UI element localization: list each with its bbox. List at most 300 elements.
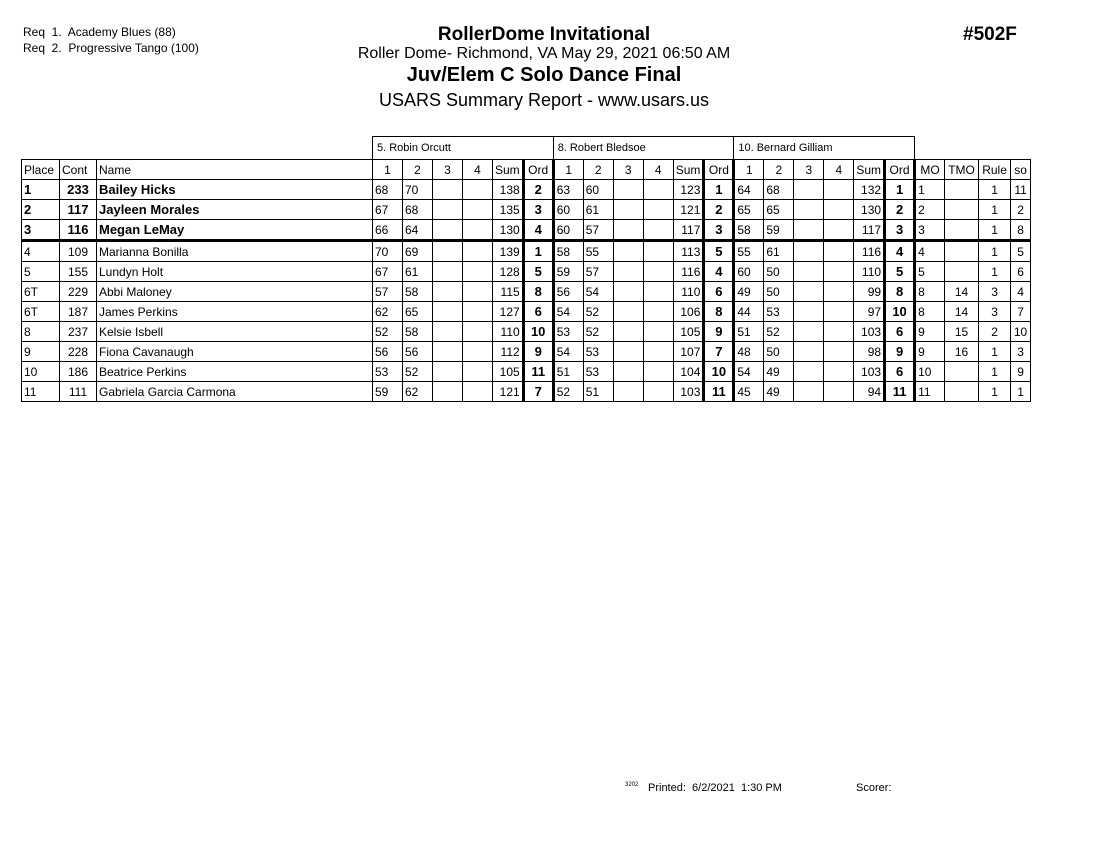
score-cell [463,362,493,382]
ord-header: Ord [523,160,553,180]
score-cell [794,262,824,282]
name-cell: Jayleen Morales [97,200,373,220]
score-cell [433,241,463,262]
name-cell: Lundyn Holt [97,262,373,282]
score-cell [433,200,463,220]
score-cell [613,200,643,220]
ord-header: Ord [885,160,915,180]
score-cell: 52 [553,382,583,402]
score-cell: 70 [403,180,433,200]
score-cell [824,282,854,302]
ord-cell: 1 [885,180,915,200]
score-cell [433,322,463,342]
score-cell [463,322,493,342]
score-cell: 44 [734,302,764,322]
place-cell: 2 [22,200,60,220]
ord-cell: 8 [523,282,553,302]
score-cell: 61 [403,262,433,282]
score-cell [794,342,824,362]
sum-cell: 104 [673,362,704,382]
score-cell: 59 [553,262,583,282]
score-cell [613,342,643,362]
score-cell [463,200,493,220]
score-cell: 53 [583,342,613,362]
rule-cell: 1 [979,220,1011,241]
score-cell [794,241,824,262]
score-cell [794,362,824,382]
score-cell [643,262,673,282]
score-cell: 51 [553,362,583,382]
so-cell: 4 [1011,282,1031,302]
so-cell: 5 [1011,241,1031,262]
score-cell: 57 [373,282,403,302]
rule-cell: 1 [979,342,1011,362]
so-cell: 10 [1011,322,1031,342]
sum-header: Sum [673,160,704,180]
score-cell: 54 [583,282,613,302]
rule-cell: 1 [979,241,1011,262]
score-cell: 67 [373,200,403,220]
place-cell: 3 [22,220,60,241]
cont-cell: 229 [60,282,97,302]
name-cell: Marianna Bonilla [97,241,373,262]
score-cell [463,282,493,302]
result-row [22,262,1031,282]
score-cell [433,342,463,362]
score-cell: 51 [583,382,613,402]
rule-cell: 1 [979,382,1011,402]
score-cell [824,220,854,241]
mo-cell: 5 [915,262,945,282]
mo-cell: 2 [915,200,945,220]
score-cell: 48 [734,342,764,362]
score-cell [824,362,854,382]
sum-cell: 110 [493,322,524,342]
score-cell: 66 [373,220,403,241]
score-cell [824,322,854,342]
score-cell [794,220,824,241]
so-cell: 11 [1011,180,1031,200]
score-cell [824,180,854,200]
result-row [22,382,1031,402]
place-cell: 6T [22,302,60,322]
score-cell [824,382,854,402]
score-cell: 54 [734,362,764,382]
score-cell: 50 [764,342,794,362]
ord-cell: 5 [523,262,553,282]
judge-name: 10. Bernard Gilliam [734,137,915,160]
score-cell: 61 [583,200,613,220]
figure-header: 3 [794,160,824,180]
report-code: 3202 [625,782,639,788]
sum-cell: 110 [854,262,885,282]
place-cell: 6T [22,282,60,302]
requirement-2: Req 2. Progressive Tango (100) [23,41,199,55]
cont-cell: 117 [60,200,97,220]
score-cell [824,342,854,362]
sum-cell: 103 [854,362,885,382]
sum-cell: 128 [493,262,524,282]
name-cell: Abbi Maloney [97,282,373,302]
sum-cell: 103 [673,382,704,402]
score-cell [794,322,824,342]
score-cell: 58 [553,241,583,262]
figure-header: 1 [373,160,403,180]
score-cell: 52 [583,302,613,322]
so-cell: 3 [1011,342,1031,362]
score-cell [463,302,493,322]
score-cell: 65 [403,302,433,322]
score-cell [433,262,463,282]
name-header: Name [97,160,373,180]
tmo-cell: 14 [945,302,979,322]
sum-cell: 123 [673,180,704,200]
tmo-cell [945,362,979,382]
score-cell: 53 [553,322,583,342]
result-row [22,362,1031,382]
mo-cell: 4 [915,241,945,262]
score-cell [463,382,493,402]
place-cell: 11 [22,382,60,402]
score-cell: 58 [403,322,433,342]
score-cell [643,302,673,322]
sum-cell: 105 [673,322,704,342]
place-cell: 4 [22,241,60,262]
score-cell [794,382,824,402]
mo-cell: 3 [915,220,945,241]
ord-cell: 7 [704,342,734,362]
score-cell: 50 [764,262,794,282]
score-cell [824,262,854,282]
sum-cell: 105 [493,362,524,382]
sum-cell: 117 [673,220,704,241]
tmo-header: TMO [945,160,979,180]
score-cell: 60 [583,180,613,200]
tmo-cell [945,180,979,200]
ord-cell: 9 [885,342,915,362]
ord-cell: 4 [885,241,915,262]
score-cell: 59 [764,220,794,241]
score-cell [613,180,643,200]
sum-cell: 98 [854,342,885,362]
score-cell: 49 [734,282,764,302]
name-cell: Beatrice Perkins [97,362,373,382]
score-cell [643,200,673,220]
score-cell: 61 [764,241,794,262]
figure-header: 2 [403,160,433,180]
tmo-cell [945,382,979,402]
sum-header: Sum [854,160,885,180]
figure-header: 1 [734,160,764,180]
score-cell: 52 [373,322,403,342]
score-cell [824,241,854,262]
score-cell: 45 [734,382,764,402]
score-cell [613,382,643,402]
score-cell [613,322,643,342]
event-title: Juv/Elem C Solo Dance Final [406,64,682,86]
sum-cell: 97 [854,302,885,322]
name-cell: Megan LeMay [97,220,373,241]
score-cell: 52 [764,322,794,342]
scorer-label: Scorer: [856,782,892,794]
ord-cell: 10 [885,302,915,322]
sum-cell: 116 [673,262,704,282]
tmo-cell: 15 [945,322,979,342]
cont-cell: 237 [60,322,97,342]
score-cell: 49 [764,362,794,382]
tmo-cell: 14 [945,282,979,302]
so-cell: 1 [1011,382,1031,402]
score-cell: 65 [734,200,764,220]
rule-cell: 1 [979,200,1011,220]
score-cell [433,382,463,402]
name-cell: Kelsie Isbell [97,322,373,342]
judge-header-row [22,137,1031,160]
ord-cell: 5 [885,262,915,282]
score-cell [463,220,493,241]
ord-cell: 8 [704,302,734,322]
score-cell [613,262,643,282]
sum-cell: 103 [854,322,885,342]
results-body [22,137,1031,402]
score-cell [643,362,673,382]
ord-cell: 11 [885,382,915,402]
score-cell [643,220,673,241]
tmo-cell: 16 [945,342,979,362]
score-cell: 52 [403,362,433,382]
sum-cell: 99 [854,282,885,302]
score-cell [433,302,463,322]
score-cell [643,180,673,200]
score-cell: 62 [403,382,433,402]
sum-cell: 138 [493,180,524,200]
rule-cell: 3 [979,282,1011,302]
mo-cell: 8 [915,282,945,302]
score-cell: 56 [553,282,583,302]
ord-cell: 11 [704,382,734,402]
figure-header: 2 [583,160,613,180]
event-number: #502F [963,24,1017,45]
cont-cell: 228 [60,342,97,362]
score-cell [824,302,854,322]
score-cell: 53 [764,302,794,322]
score-cell [433,282,463,302]
score-cell: 59 [373,382,403,402]
ord-cell: 8 [885,282,915,302]
name-cell: Gabriela Garcia Carmona [97,382,373,402]
score-cell [643,342,673,362]
figure-header: 3 [433,160,463,180]
cont-cell: 155 [60,262,97,282]
ord-cell: 7 [523,382,553,402]
score-cell [463,262,493,282]
tmo-cell [945,241,979,262]
place-header: Place [22,160,60,180]
tmo-cell [945,262,979,282]
figure-header: 3 [613,160,643,180]
cont-cell: 187 [60,302,97,322]
judge-name: 8. Robert Bledsoe [553,137,734,160]
name-cell: Fiona Cavanaugh [97,342,373,362]
ord-cell: 9 [523,342,553,362]
ord-cell: 1 [704,180,734,200]
score-cell: 68 [403,200,433,220]
score-cell: 55 [734,241,764,262]
score-cell [794,180,824,200]
score-cell: 68 [764,180,794,200]
rule-header: Rule [979,160,1011,180]
rule-cell: 2 [979,322,1011,342]
rule-cell: 3 [979,302,1011,322]
place-cell: 5 [22,262,60,282]
tmo-cell [945,220,979,241]
so-cell: 8 [1011,220,1031,241]
score-cell [643,382,673,402]
score-cell [463,241,493,262]
score-cell [463,342,493,362]
sum-cell: 135 [493,200,524,220]
rule-cell: 1 [979,362,1011,382]
score-cell [643,282,673,302]
cont-cell: 111 [60,382,97,402]
ord-cell: 6 [885,362,915,382]
sum-cell: 139 [493,241,524,262]
score-cell: 64 [403,220,433,241]
sum-cell: 121 [673,200,704,220]
score-cell [433,220,463,241]
score-cell [643,241,673,262]
score-cell [613,302,643,322]
figure-header: 4 [824,160,854,180]
score-cell: 70 [373,241,403,262]
place-cell: 9 [22,342,60,362]
ord-cell: 2 [523,180,553,200]
score-cell: 49 [764,382,794,402]
sum-cell: 116 [854,241,885,262]
so-cell: 2 [1011,200,1031,220]
sum-cell: 110 [673,282,704,302]
score-cell: 63 [553,180,583,200]
score-cell [463,180,493,200]
ord-header: Ord [704,160,734,180]
cont-cell: 186 [60,362,97,382]
score-cell: 60 [553,220,583,241]
mo-cell: 9 [915,342,945,362]
ord-cell: 4 [523,220,553,241]
competition-title: RollerDome Invitational [437,24,651,45]
ord-cell: 3 [704,220,734,241]
mo-cell: 11 [915,382,945,402]
result-row [22,241,1031,262]
score-cell: 67 [373,262,403,282]
rule-cell: 1 [979,262,1011,282]
place-cell: 8 [22,322,60,342]
ord-cell: 10 [704,362,734,382]
sum-cell: 117 [854,220,885,241]
so-cell: 6 [1011,262,1031,282]
score-cell: 54 [553,342,583,362]
place-cell: 1 [22,180,60,200]
ord-cell: 2 [885,200,915,220]
result-row [22,282,1031,302]
ord-cell: 6 [523,302,553,322]
tmo-cell [945,200,979,220]
score-cell: 58 [734,220,764,241]
printed-date: Printed: 6/2/2021 1:30 PM [648,782,782,794]
result-row [22,220,1031,241]
score-cell: 51 [734,322,764,342]
results-table [21,136,1031,402]
cont-header: Cont [60,160,97,180]
mo-cell: 9 [915,322,945,342]
ord-cell: 4 [704,262,734,282]
score-cell: 54 [553,302,583,322]
ord-cell: 2 [704,200,734,220]
result-row [22,342,1031,362]
result-row [22,180,1031,200]
figure-header: 4 [643,160,673,180]
score-cell: 65 [764,200,794,220]
ord-cell: 3 [885,220,915,241]
requirement-1: Req 1. Academy Blues (88) [23,25,176,39]
score-cell [824,200,854,220]
score-cell [613,220,643,241]
score-cell: 60 [734,262,764,282]
score-cell: 69 [403,241,433,262]
sum-cell: 132 [854,180,885,200]
score-cell: 64 [734,180,764,200]
so-cell: 9 [1011,362,1031,382]
score-cell: 52 [583,322,613,342]
sum-cell: 130 [493,220,524,241]
score-cell [794,200,824,220]
score-cell: 68 [373,180,403,200]
name-cell: James Perkins [97,302,373,322]
ord-cell: 3 [523,200,553,220]
mo-cell: 1 [915,180,945,200]
sum-cell: 106 [673,302,704,322]
so-header: so [1011,160,1031,180]
so-cell: 7 [1011,302,1031,322]
ord-cell: 6 [704,282,734,302]
score-cell [643,322,673,342]
place-cell: 10 [22,362,60,382]
score-cell [613,362,643,382]
sum-cell: 94 [854,382,885,402]
score-cell [794,302,824,322]
name-cell: Bailey Hicks [97,180,373,200]
figure-header: 1 [553,160,583,180]
score-cell [794,282,824,302]
score-cell: 55 [583,241,613,262]
result-row [22,302,1031,322]
figure-header: 4 [463,160,493,180]
sum-cell: 115 [493,282,524,302]
sum-cell: 130 [854,200,885,220]
mo-header: MO [915,160,945,180]
judge-name: 5. Robin Orcutt [373,137,554,160]
ord-cell: 6 [885,322,915,342]
score-cell: 56 [403,342,433,362]
mo-cell: 8 [915,302,945,322]
ord-cell: 11 [523,362,553,382]
sum-cell: 113 [673,241,704,262]
figure-header: 2 [764,160,794,180]
cont-cell: 109 [60,241,97,262]
cont-cell: 233 [60,180,97,200]
sum-cell: 107 [673,342,704,362]
ord-cell: 1 [523,241,553,262]
